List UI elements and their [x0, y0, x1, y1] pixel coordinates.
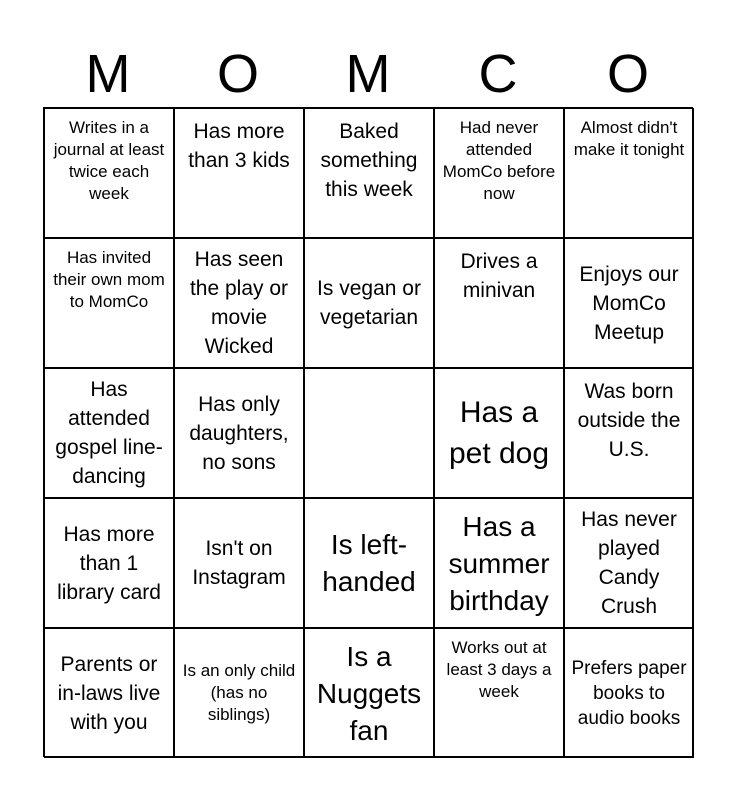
- cell-text: Writes in a journal at least twice each week: [53, 118, 165, 203]
- bingo-cell[interactable]: [564, 498, 694, 628]
- bingo-cell[interactable]: [174, 238, 304, 368]
- cell-text: Has attended gospel line-dancing: [55, 378, 163, 488]
- bingo-cell[interactable]: [174, 108, 304, 238]
- header-letter-o: O: [216, 44, 259, 104]
- bingo-cell[interactable]: [434, 498, 564, 628]
- bingo-cell[interactable]: [44, 498, 174, 628]
- bingo-cell[interactable]: [564, 628, 694, 758]
- bingo-cell[interactable]: [304, 238, 434, 368]
- cell-text: Almost didn't make it tonight: [573, 118, 685, 159]
- bingo-cell[interactable]: [564, 108, 694, 238]
- bingo-cell[interactable]: [44, 238, 174, 368]
- cell-text: Isn't on Instagram: [192, 537, 286, 589]
- cell-text: Had never attended MomCo before now: [442, 118, 556, 203]
- bingo-cell[interactable]: [304, 108, 434, 238]
- header-letter-c: C: [478, 44, 518, 104]
- bingo-cell[interactable]: [174, 628, 304, 758]
- cell-text: Has more than 3 kids: [188, 120, 290, 172]
- bingo-cell[interactable]: [44, 628, 174, 758]
- cell-text: Enjoys our MomCo Meetup: [579, 262, 679, 344]
- cell-text: Was born outside the U.S.: [577, 380, 681, 461]
- cell-text: Is vegan or vegetarian: [317, 277, 421, 329]
- bingo-cell[interactable]: [434, 368, 564, 498]
- cell-text: Has more than 1 library card: [57, 522, 161, 604]
- free-space-cell[interactable]: [304, 368, 434, 498]
- bingo-cell[interactable]: [174, 498, 304, 628]
- bingo-grid: [43, 107, 693, 757]
- cell-text: Parents or in-laws live with you: [57, 652, 161, 734]
- bingo-cell[interactable]: [44, 368, 174, 498]
- bingo-cell[interactable]: [434, 238, 564, 368]
- cell-text: Has only daughters, no sons: [189, 392, 289, 474]
- cell-text: Has never played Candy Crush: [581, 508, 677, 618]
- header-letter-m: M: [85, 44, 131, 104]
- bingo-cell[interactable]: [44, 108, 174, 238]
- cell-text: Is left-handed: [322, 529, 416, 597]
- header-letter-o: O: [606, 44, 649, 104]
- bingo-cell[interactable]: [564, 238, 694, 368]
- bingo-cell[interactable]: [304, 628, 434, 758]
- cell-text: Has a pet dog: [448, 396, 550, 470]
- bingo-cell[interactable]: [174, 368, 304, 498]
- cell-text: Is a Nuggets fan: [316, 640, 422, 746]
- bingo-cell[interactable]: [434, 108, 564, 238]
- cell-text: Has seen the play or movie Wicked: [189, 248, 289, 358]
- cell-text: Prefers paper books to audio books: [571, 657, 687, 729]
- cell-text: Has invited their own mom to MomCo: [53, 248, 165, 311]
- cell-text: Has a summer birthday: [448, 510, 550, 616]
- header-letter-m: M: [345, 44, 391, 104]
- cell-text: Works out at least 3 days a week: [446, 638, 552, 701]
- bingo-cell[interactable]: [434, 628, 564, 758]
- bingo-cell[interactable]: [304, 498, 434, 628]
- bingo-header: [43, 44, 693, 104]
- cell-text: Is an only child (has no siblings): [182, 661, 296, 724]
- cell-text: Baked something this week: [320, 120, 418, 201]
- bingo-cell[interactable]: [564, 368, 694, 498]
- cell-text: Drives a minivan: [460, 250, 538, 302]
